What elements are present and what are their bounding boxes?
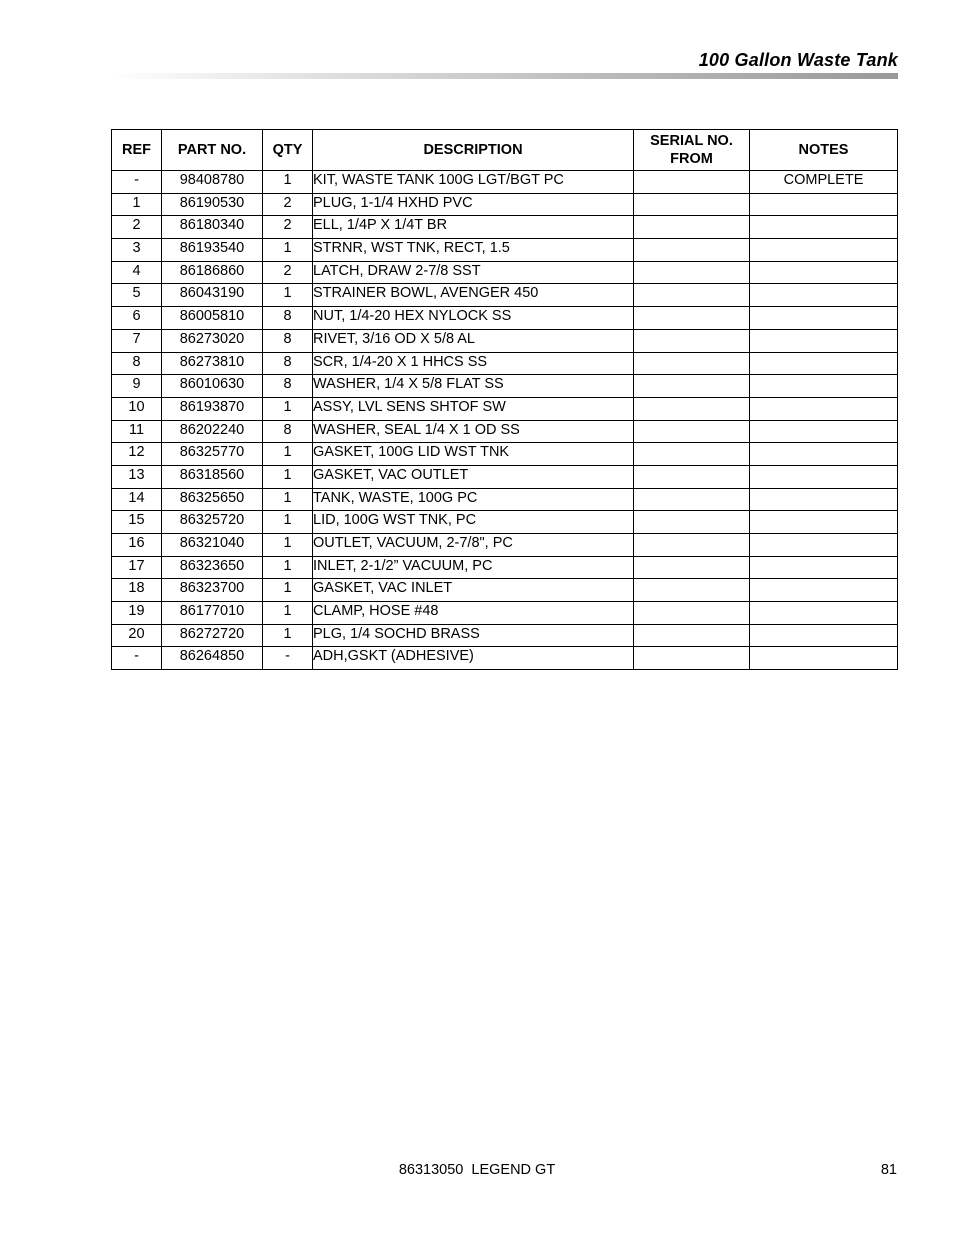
qty-cell: 2: [263, 216, 313, 239]
ref-cell: -: [112, 647, 162, 670]
ref-cell: 9: [112, 375, 162, 398]
notes-cell: [750, 465, 898, 488]
notes-cell: [750, 420, 898, 443]
part-no-cell: 86323650: [162, 556, 263, 579]
description-cell: INLET, 2-1/2” VACUUM, PC: [313, 556, 634, 579]
description-cell: RIVET, 3/16 OD X 5/8 AL: [313, 329, 634, 352]
notes-cell: [750, 556, 898, 579]
table-row: [112, 284, 898, 307]
table-row: [112, 329, 898, 352]
notes-cell: [750, 239, 898, 262]
ref-cell: 13: [112, 465, 162, 488]
description-cell: WASHER, SEAL 1/4 X 1 OD SS: [313, 420, 634, 443]
qty-cell: 8: [263, 375, 313, 398]
qty-cell: 2: [263, 261, 313, 284]
ref-cell: 3: [112, 239, 162, 262]
col-header-qty: QTY: [263, 130, 313, 171]
description-cell: TANK, WASTE, 100G PC: [313, 488, 634, 511]
notes-cell: [750, 329, 898, 352]
page-number: 81: [880, 1162, 897, 1178]
parts-table: [111, 129, 898, 670]
notes-cell: [750, 511, 898, 534]
ref-cell: 11: [112, 420, 162, 443]
col-header-ref: REF: [112, 130, 162, 171]
part-no-cell: 86010630: [162, 375, 263, 398]
ref-cell: 4: [112, 261, 162, 284]
description-cell: GASKET, 100G LID WST TNK: [313, 443, 634, 466]
serial-no-cell: [634, 511, 750, 534]
qty-cell: 1: [263, 239, 313, 262]
notes-cell: [750, 647, 898, 670]
serial-no-cell: [634, 352, 750, 375]
serial-no-cell: [634, 216, 750, 239]
notes-cell: [750, 488, 898, 511]
qty-cell: 8: [263, 352, 313, 375]
qty-cell: 1: [263, 579, 313, 602]
qty-cell: 1: [263, 397, 313, 420]
description-cell: LID, 100G WST TNK, PC: [313, 511, 634, 534]
qty-cell: 8: [263, 307, 313, 330]
notes-cell: [750, 579, 898, 602]
ref-cell: 20: [112, 624, 162, 647]
serial-no-cell: [634, 307, 750, 330]
part-no-cell: 86043190: [162, 284, 263, 307]
col-header-part-no: PART NO.: [162, 130, 263, 171]
table-row: [112, 352, 898, 375]
table-row: [112, 307, 898, 330]
serial-no-cell: [634, 488, 750, 511]
notes-cell: COMPLETE: [750, 171, 898, 194]
part-no-cell: 86005810: [162, 307, 263, 330]
table-row: [112, 624, 898, 647]
part-no-cell: 86325720: [162, 511, 263, 534]
table-header-row: [112, 130, 898, 171]
table-row: [112, 239, 898, 262]
parts-table-body: [112, 171, 898, 670]
table-row: [112, 443, 898, 466]
table-row: [112, 602, 898, 625]
serial-no-cell: [634, 193, 750, 216]
part-no-cell: 86325770: [162, 443, 263, 466]
col-header-description: DESCRIPTION: [313, 130, 634, 171]
ref-cell: 17: [112, 556, 162, 579]
notes-cell: [750, 216, 898, 239]
qty-cell: 1: [263, 171, 313, 194]
description-cell: SCR, 1/4-20 X 1 HHCS SS: [313, 352, 634, 375]
part-no-cell: 86193540: [162, 239, 263, 262]
description-cell: GASKET, VAC OUTLET: [313, 465, 634, 488]
table-row: [112, 579, 898, 602]
part-no-cell: 86325650: [162, 488, 263, 511]
description-cell: ADH,GSKT (ADHESIVE): [313, 647, 634, 670]
part-no-cell: 86177010: [162, 602, 263, 625]
part-no-cell: 98408780: [162, 171, 263, 194]
part-no-cell: 86321040: [162, 534, 263, 557]
notes-cell: [750, 307, 898, 330]
qty-cell: 8: [263, 329, 313, 352]
serial-no-cell: [634, 375, 750, 398]
serial-no-cell: [634, 534, 750, 557]
part-no-cell: 86272720: [162, 624, 263, 647]
notes-cell: [750, 193, 898, 216]
part-no-cell: 86190530: [162, 193, 263, 216]
table-row: [112, 511, 898, 534]
ref-cell: 5: [112, 284, 162, 307]
table-row: [112, 556, 898, 579]
ref-cell: 6: [112, 307, 162, 330]
serial-no-cell: [634, 602, 750, 625]
table-row: [112, 420, 898, 443]
description-cell: NUT, 1/4-20 HEX NYLOCK SS: [313, 307, 634, 330]
ref-cell: 12: [112, 443, 162, 466]
part-no-cell: 86264850: [162, 647, 263, 670]
ref-cell: -: [112, 171, 162, 194]
ref-cell: 15: [112, 511, 162, 534]
table-row: [112, 216, 898, 239]
notes-cell: [750, 375, 898, 398]
serial-no-cell: [634, 261, 750, 284]
qty-cell: 2: [263, 193, 313, 216]
table-row: [112, 647, 898, 670]
qty-cell: -: [263, 647, 313, 670]
part-no-cell: 86202240: [162, 420, 263, 443]
qty-cell: 1: [263, 284, 313, 307]
table-row: [112, 397, 898, 420]
header-rule: [110, 73, 898, 79]
notes-cell: [750, 397, 898, 420]
notes-cell: [750, 261, 898, 284]
serial-no-cell: [634, 329, 750, 352]
notes-cell: [750, 284, 898, 307]
qty-cell: 1: [263, 602, 313, 625]
description-cell: WASHER, 1/4 X 5/8 FLAT SS: [313, 375, 634, 398]
table-row: [112, 261, 898, 284]
qty-cell: 1: [263, 556, 313, 579]
part-no-cell: 86193870: [162, 397, 263, 420]
serial-no-cell: [634, 465, 750, 488]
part-no-cell: 86323700: [162, 579, 263, 602]
col-header-serial-no-from: SERIAL NO. FROM: [634, 130, 750, 171]
table-row: [112, 193, 898, 216]
serial-no-cell: [634, 443, 750, 466]
serial-no-cell: [634, 420, 750, 443]
ref-cell: 16: [112, 534, 162, 557]
serial-no-cell: [634, 624, 750, 647]
ref-cell: 7: [112, 329, 162, 352]
table-row: [112, 534, 898, 557]
qty-cell: 1: [263, 465, 313, 488]
notes-cell: [750, 443, 898, 466]
serial-no-cell: [634, 239, 750, 262]
table-row: [112, 488, 898, 511]
table-row: [112, 171, 898, 194]
part-no-cell: 86186860: [162, 261, 263, 284]
serial-no-cell: [634, 647, 750, 670]
part-no-cell: 86273020: [162, 329, 263, 352]
table-row: [112, 375, 898, 398]
description-cell: PLUG, 1-1/4 HXHD PVC: [313, 193, 634, 216]
serial-no-cell: [634, 284, 750, 307]
table-row: [112, 465, 898, 488]
notes-cell: [750, 624, 898, 647]
col-header-notes: NOTES: [750, 130, 898, 171]
serial-no-cell: [634, 171, 750, 194]
ref-cell: 14: [112, 488, 162, 511]
description-cell: KIT, WASTE TANK 100G LGT/BGT PC: [313, 171, 634, 194]
notes-cell: [750, 534, 898, 557]
part-no-cell: 86180340: [162, 216, 263, 239]
qty-cell: 1: [263, 624, 313, 647]
description-cell: PLG, 1/4 SOCHD BRASS: [313, 624, 634, 647]
qty-cell: 8: [263, 420, 313, 443]
part-no-cell: 86318560: [162, 465, 263, 488]
ref-cell: 1: [112, 193, 162, 216]
description-cell: LATCH, DRAW 2-7/8 SST: [313, 261, 634, 284]
page-title: 100 Gallon Waste Tank: [698, 50, 898, 70]
ref-cell: 18: [112, 579, 162, 602]
serial-no-cell: [634, 556, 750, 579]
qty-cell: 1: [263, 443, 313, 466]
ref-cell: 19: [112, 602, 162, 625]
qty-cell: 1: [263, 511, 313, 534]
ref-cell: 10: [112, 397, 162, 420]
serial-no-cell: [634, 397, 750, 420]
ref-cell: 8: [112, 352, 162, 375]
description-cell: CLAMP, HOSE #48: [313, 602, 634, 625]
description-cell: ELL, 1/4P X 1/4T BR: [313, 216, 634, 239]
part-no-cell: 86273810: [162, 352, 263, 375]
notes-cell: [750, 602, 898, 625]
description-cell: GASKET, VAC INLET: [313, 579, 634, 602]
description-cell: STRAINER BOWL, AVENGER 450: [313, 284, 634, 307]
qty-cell: 1: [263, 488, 313, 511]
serial-no-cell: [634, 579, 750, 602]
notes-cell: [750, 352, 898, 375]
qty-cell: 1: [263, 534, 313, 557]
description-cell: STRNR, WST TNK, RECT, 1.5: [313, 239, 634, 262]
description-cell: ASSY, LVL SENS SHTOF SW: [313, 397, 634, 420]
description-cell: OUTLET, VACUUM, 2-7/8", PC: [313, 534, 634, 557]
ref-cell: 2: [112, 216, 162, 239]
footer-doc-id: 86313050 LEGEND GT: [398, 1162, 556, 1178]
